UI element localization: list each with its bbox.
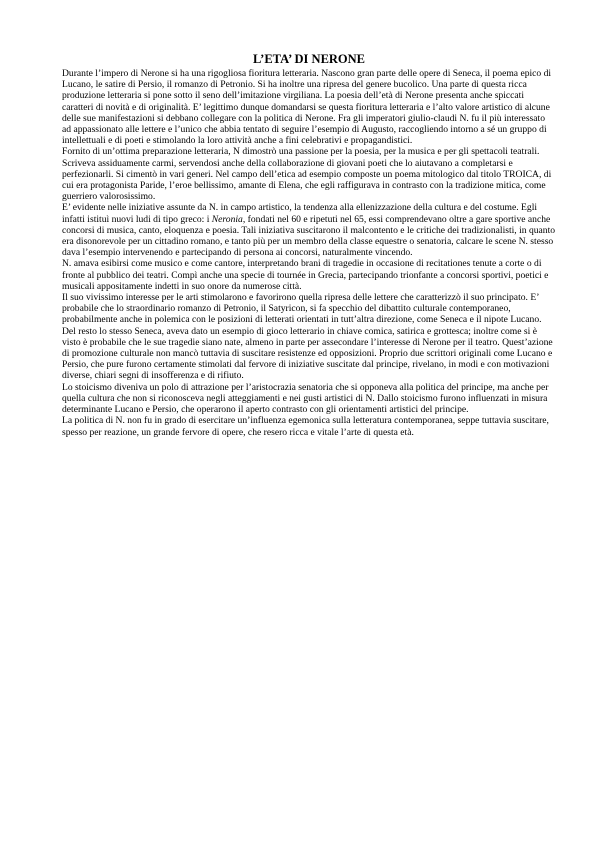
paragraph-3-text-before: E’ evidente nelle iniziative assunte da N. in campo artistico, la tendenza alla ellenizzazione della cultura e del costume. Egli infatti istituì nuovi ludi di tipo greco: i <box>62 202 538 225</box>
paragraph-3 <box>62 202 556 258</box>
document-page <box>62 52 556 438</box>
paragraph-4: N. amava esibirsi come musico e come cantore, interpretando brani di tragedie in occasione di recitationes tenute a corte o di fronte al pubblico dei teatri. Compì anche una specie di tournée in Grecia, partecipando trionfante a concorsi sportivi, poetici e musicali appositamente indetti in suo onore da numerose città. <box>62 258 549 292</box>
neronia-italic: Neronia <box>211 213 243 225</box>
paragraph-5: Il suo vivissimo interesse per le arti stimolarono e favorirono quella ripresa delle lettere che caratterizzò il suo principato. E’ probabile che lo straordinario romanzo di Petronio, il Satyricon, si fa specchio del dibattito culturale contemporaneo, probabilmente anche in polemica con le posizioni di letterati orientati in tutt’altra direzione, come Seneca e il nipote Lucano. Del resto lo stesso Seneca, aveva dato un esempio di gioco letterario in chiave comica, satirica e grottesca; inoltre come si è visto è probabile che le sue tragedie siano nate, almeno in parte per assecondare l’interesse di Nerone per il teatro. Quest’azione di promozione culturale non mancò tuttavia di suscitare resistenze ed opposizioni. Proprio due scrittori originali come Lucano e Persio, che pure furono certamente stimolati dal fervore di iniziative suscitate dal principe, rivelano, in modi e con motivazioni diverse, chiari segni di insofferenza e di rifiuto. <box>62 292 553 382</box>
paragraph-3-text-after: , fondati nel 60 e ripetuti nel 65, essi comprendevano oltre a gare sportive anche concorsi di musica, canto, eloquenza e poesia. Tali iniziativa suscitarono il malcontento e le critiche dei tradizionalisti, in quanto era disonorevole per un cittadino romano, e tanto più per un membro della classe equestre o senatoria, calcare le scene N. stesso dava l’esempio intervenendo e partecipando di persona ai concorsi, naturalmente vincendo. <box>62 213 556 259</box>
paragraph-7: La politica di N. non fu in grado di esercitare un’influenza egemonica sulla letteratura contemporanea, seppe tuttavia suscitare, spesso per reazione, un grande fervore di opere, che resero ricca e vitale l’arte di questa età. <box>62 415 549 438</box>
paragraph-1: Durante l’impero di Nerone si ha una rigogliosa fioritura letteraria. Nascono gran parte delle opere di Seneca, il poema epico di Lucano, le satire di Persio, il romanzo di Petronio. Si ha inoltre una ripresa del genere bucolico. Una parte di questa ricca produzione letteraria si pone sotto il seno dell’imitazione virgiliana. La poesia dell’età di Nerone presenta anche spiccati caratteri di novità e di originalità. E’ legittimo dunque domandarsi se questa fioritura letteraria e l’alto valore artistico di alcune delle sue manifestazioni si debbano collegare con la politica di Nerone. Fra gli imperatori giulio-claudi N. fu il più interessato ad appassionato alle lettere e l’unico che abbia tentato di seguire l’esempio di Augusto, raccogliendo intorno a sé un gruppo di intellettuali e di poeti e stimolando la loro attività anche a fini celebrativi e propagandistici. <box>62 68 552 147</box>
paragraph-2: Fornito di un’ottima preparazione letteraria, N dimostrò una passione per la poesia, per la musica e per gli spettacoli teatrali. Scriveva assiduamente carmi, servendosi anche della collaborazione di giovani poeti che lo aiutavano a completarsi e perfezionarli. Si cimentò in vari generi. Nel campo dell’etica ad esempio composte un poema mitologico dal titolo TROICA, di cui era protagonista Paride, l’eroe bellissimo, amante di Elena, che egli raffigurava in contrasto con la tradizione mitica, come guerriero valorosissimo. <box>62 146 552 203</box>
document-title: L’ETA’ DI NERONE <box>252 52 366 66</box>
paragraph-6: Lo stoicismo diveniva un polo di attrazione per l’aristocrazia senatoria che si opponeva alla politica del principe, ma anche per quella cultura che non si riconosceva negli atteggiamenti e nei gusti artistici di N. Dallo stoicismo furono influenzati in misura determinante Lucano e Persio, che operarono il aperto contrasto con gli orientamenti artistici del principe. <box>62 381 549 416</box>
